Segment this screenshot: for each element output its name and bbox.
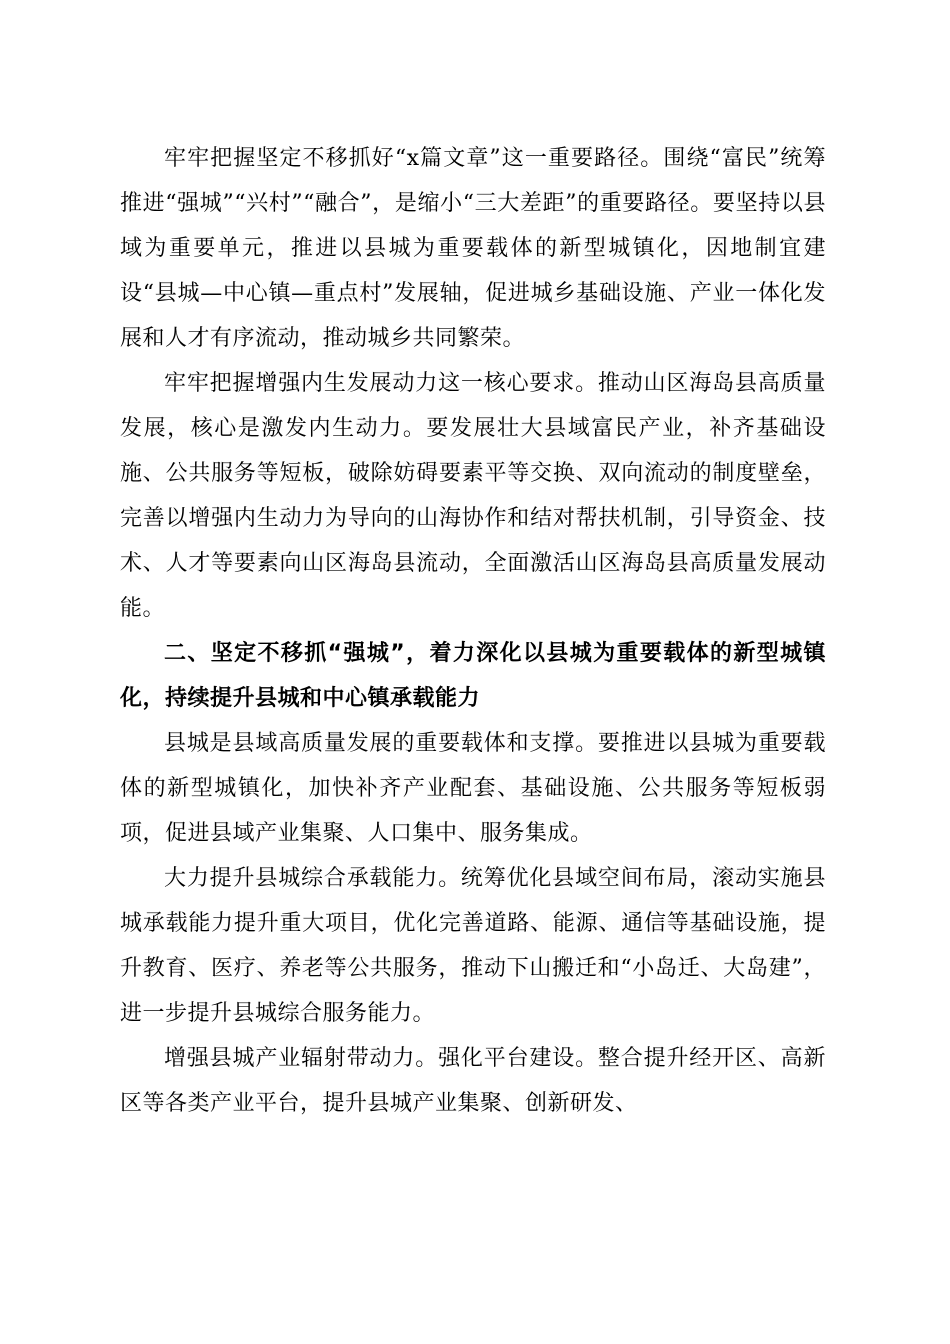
body-paragraph-2: 牢牢把握增强内生发展动力这一核心要求。推动山区海岛县高质量发展，核心是激发内生动力。要发展壮大县域富民产业，补齐基础设施、公共服务等短板，破除妨碍要素平等交换、双向流动的制度壁垒，完善以增强内生动力为导向的山海协作和结对帮扶机制，引导资金、技术、人才等要素向山区海岛县流动，全面激活山区海岛县高质量发展动能。 <box>120 371 826 621</box>
document-page <box>120 136 826 1126</box>
body-paragraph-3: 县城是县域高质量发展的重要载体和支撑。要推进以县城为重要载体的新型城镇化，加快补齐产业配套、基础设施、公共服务等短板弱项，促进县域产业集聚、人口集中、服务集成。 <box>120 731 826 846</box>
body-paragraph-4: 大力提升县城综合承载能力。统筹优化县域空间布局，滚动实施县城承载能力提升重大项目，优化完善道路、能源、通信等基础设施，提升教育、医疗、养老等公共服务，推动下山搬迁和“小岛迁、大岛建”，进一步提升县城综合服务能力。 <box>120 866 826 1026</box>
body-paragraph-1: 牢牢把握坚定不移抓好“x篇文章”这一重要路径。围绕“富民”统筹推进“强城”“兴村”“融合”，是缩小“三大差距”的重要路径。要坚持以县域为重要单元，推进以县城为重要载体的新型城镇化，因地制宜建设“县城—中心镇—重点村”发展轴，促进城乡基础设施、产业一体化发展和人才有序流动，推动城乡共同繁荣。 <box>120 146 826 351</box>
section-heading-2: 二、坚定不移抓“强城”，着力深化以县城为重要载体的新型城镇化，持续提升县城和中心镇承载能力 <box>120 641 826 711</box>
body-paragraph-5: 增强县城产业辐射带动力。强化平台建设。整合提升经开区、高新区等各类产业平台，提升县城产业集聚、创新研发、 <box>120 1046 826 1116</box>
